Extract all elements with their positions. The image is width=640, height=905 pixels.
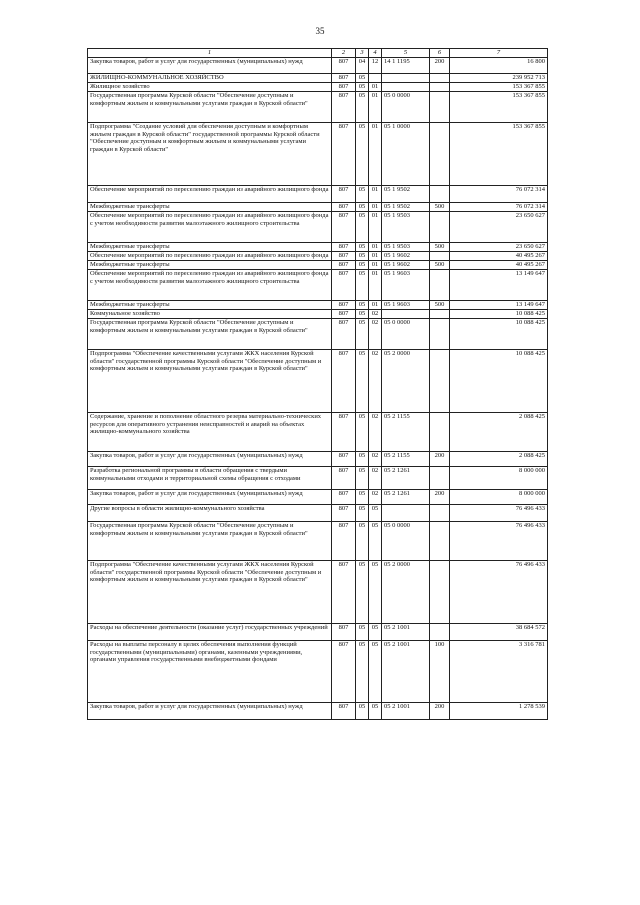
cell-csr (382, 505, 430, 522)
cell-rz: 05 (356, 270, 369, 301)
cell-grbs: 807 (332, 641, 356, 703)
header-vr: 6 (430, 49, 450, 58)
table-row (88, 452, 548, 467)
cell-sum: 239 952 713 (450, 74, 548, 83)
table-row (88, 270, 548, 301)
header-csr: 5 (382, 49, 430, 58)
cell-name: Жилищное хозяйство (88, 83, 332, 92)
cell-sum: 153 367 855 (450, 123, 548, 186)
cell-pr: 05 (369, 624, 382, 641)
header-rz: 3 (356, 49, 369, 58)
table-row (88, 212, 548, 243)
cell-sum: 2 088 425 (450, 413, 548, 452)
cell-name: Межбюджетные трансферты (88, 261, 332, 270)
cell-vr (430, 186, 450, 203)
cell-sum: 23 650 627 (450, 212, 548, 243)
cell-pr: 05 (369, 703, 382, 720)
cell-pr: 02 (369, 319, 382, 350)
cell-name: Закупка товаров, работ и услуг для государственных (муниципальных) нужд (88, 490, 332, 505)
cell-pr (369, 74, 382, 83)
table-row (88, 624, 548, 641)
cell-grbs: 807 (332, 186, 356, 203)
cell-csr: 05 1 9502 (382, 203, 430, 212)
cell-sum: 76 496 433 (450, 522, 548, 561)
cell-sum: 76 496 433 (450, 505, 548, 522)
table-row (88, 83, 548, 92)
cell-rz: 05 (356, 641, 369, 703)
cell-sum: 76 496 433 (450, 561, 548, 624)
cell-csr: 05 0 0000 (382, 319, 430, 350)
table-row (88, 252, 548, 261)
cell-name: Обеспечение мероприятий по переселению граждан из аварийного жилищного фонда (88, 186, 332, 203)
cell-sum: 38 684 572 (450, 624, 548, 641)
cell-sum: 153 367 855 (450, 92, 548, 123)
cell-pr: 01 (369, 123, 382, 186)
cell-rz: 05 (356, 83, 369, 92)
cell-pr: 02 (369, 452, 382, 467)
cell-sum: 16 800 (450, 58, 548, 74)
cell-rz: 05 (356, 252, 369, 261)
cell-rz: 05 (356, 452, 369, 467)
cell-grbs: 807 (332, 58, 356, 74)
cell-vr (430, 92, 450, 123)
header-name: 1 (88, 49, 332, 58)
cell-rz: 05 (356, 203, 369, 212)
page-number: 35 (315, 26, 325, 36)
header-pr: 4 (369, 49, 382, 58)
cell-vr (430, 624, 450, 641)
cell-vr (430, 505, 450, 522)
cell-rz: 05 (356, 261, 369, 270)
cell-rz: 05 (356, 310, 369, 319)
cell-rz: 05 (356, 301, 369, 310)
cell-csr: 05 1 9603 (382, 301, 430, 310)
cell-sum: 1 278 539 (450, 703, 548, 720)
cell-pr: 01 (369, 186, 382, 203)
cell-pr: 02 (369, 490, 382, 505)
cell-grbs: 807 (332, 467, 356, 490)
header-grbs: 2 (332, 49, 356, 58)
cell-name: Государственная программа Курской области "Обеспечение доступным и комфортным жильем и коммунальными услугами граждан в Курской области" (88, 319, 332, 350)
cell-name: Закупка товаров, работ и услуг для государственных (муниципальных) нужд (88, 703, 332, 720)
cell-pr: 02 (369, 467, 382, 490)
cell-sum: 40 495 267 (450, 261, 548, 270)
cell-pr: 02 (369, 413, 382, 452)
cell-rz: 04 (356, 58, 369, 74)
cell-csr: 05 2 1261 (382, 467, 430, 490)
table-row (88, 703, 548, 720)
cell-rz: 05 (356, 561, 369, 624)
cell-name: Межбюджетные трансферты (88, 301, 332, 310)
cell-pr: 01 (369, 243, 382, 252)
table-header-row (88, 49, 548, 58)
cell-sum: 10 088 425 (450, 319, 548, 350)
cell-csr: 05 1 9502 (382, 186, 430, 203)
table-row (88, 301, 548, 310)
table-row (88, 350, 548, 413)
table-row (88, 261, 548, 270)
cell-vr (430, 467, 450, 490)
cell-rz: 05 (356, 243, 369, 252)
cell-grbs: 807 (332, 270, 356, 301)
cell-name: Другие вопросы в области жилищно-коммунального хозяйства (88, 505, 332, 522)
table-row (88, 74, 548, 83)
cell-grbs: 807 (332, 452, 356, 467)
cell-vr: 500 (430, 243, 450, 252)
cell-grbs: 807 (332, 252, 356, 261)
cell-grbs: 807 (332, 212, 356, 243)
header-sum: 7 (450, 49, 548, 58)
cell-vr (430, 252, 450, 261)
cell-vr (430, 270, 450, 301)
cell-csr: 05 1 9503 (382, 212, 430, 243)
cell-rz: 05 (356, 522, 369, 561)
cell-vr (430, 74, 450, 83)
cell-name: Расходы на обеспечение деятельности (оказание услуг) государственных учреждений (88, 624, 332, 641)
cell-csr: 05 2 0000 (382, 350, 430, 413)
cell-name: Обеспечение мероприятий по переселению граждан из аварийного жилищного фонда (88, 252, 332, 261)
cell-grbs: 807 (332, 261, 356, 270)
cell-name: Закупка товаров, работ и услуг для государственных (муниципальных) нужд (88, 58, 332, 74)
cell-name: Государственная программа Курской области "Обеспечение доступным и комфортным жильем и коммунальными услугами граждан в Курской области" (88, 92, 332, 123)
cell-grbs: 807 (332, 319, 356, 350)
cell-rz: 05 (356, 92, 369, 123)
cell-name: Обеспечение мероприятий по переселению граждан из аварийного жилищного фонда с учетом необходимости развития малоэтажного жилищного строительства (88, 270, 332, 301)
cell-vr (430, 522, 450, 561)
cell-sum: 76 072 314 (450, 186, 548, 203)
cell-sum: 153 367 855 (450, 83, 548, 92)
table-row (88, 310, 548, 319)
cell-grbs: 807 (332, 561, 356, 624)
cell-grbs: 807 (332, 522, 356, 561)
cell-grbs: 807 (332, 505, 356, 522)
cell-sum: 8 000 000 (450, 467, 548, 490)
cell-rz: 05 (356, 413, 369, 452)
table-row (88, 505, 548, 522)
cell-csr: 05 2 1001 (382, 641, 430, 703)
cell-sum: 2 088 425 (450, 452, 548, 467)
cell-vr (430, 123, 450, 186)
cell-pr: 02 (369, 310, 382, 319)
cell-pr: 01 (369, 270, 382, 301)
cell-csr: 14 1 1195 (382, 58, 430, 74)
cell-csr: 05 1 9602 (382, 252, 430, 261)
cell-csr (382, 310, 430, 319)
cell-rz: 05 (356, 703, 369, 720)
cell-pr: 12 (369, 58, 382, 74)
cell-name: ЖИЛИЩНО-КОММУНАЛЬНОЕ ХОЗЯЙСТВО (88, 74, 332, 83)
cell-grbs: 807 (332, 74, 356, 83)
cell-pr: 05 (369, 641, 382, 703)
cell-grbs: 807 (332, 490, 356, 505)
cell-grbs: 807 (332, 624, 356, 641)
cell-grbs: 807 (332, 243, 356, 252)
cell-sum: 76 072 314 (450, 203, 548, 212)
cell-name: Коммунальное хозяйство (88, 310, 332, 319)
cell-vr (430, 350, 450, 413)
table-row (88, 243, 548, 252)
table-row (88, 467, 548, 490)
cell-csr: 05 2 1001 (382, 703, 430, 720)
cell-vr: 500 (430, 261, 450, 270)
cell-name: Межбюджетные трансферты (88, 243, 332, 252)
cell-rz: 05 (356, 186, 369, 203)
cell-csr (382, 83, 430, 92)
cell-vr (430, 212, 450, 243)
cell-sum: 13 149 647 (450, 270, 548, 301)
cell-name: Подпрограмма "Обеспечение качественными услугами ЖКХ населения Курской области" государственной программы Курской области "Обеспечение доступным и комфортным жильем и коммунальными услугами граждан в Курской области" (88, 350, 332, 413)
cell-vr: 500 (430, 301, 450, 310)
cell-pr: 01 (369, 301, 382, 310)
cell-csr: 05 1 9503 (382, 243, 430, 252)
cell-grbs: 807 (332, 92, 356, 123)
table-row (88, 203, 548, 212)
cell-grbs: 807 (332, 123, 356, 186)
cell-sum: 8 000 000 (450, 490, 548, 505)
cell-pr: 01 (369, 203, 382, 212)
cell-vr: 200 (430, 452, 450, 467)
cell-vr: 200 (430, 490, 450, 505)
cell-vr (430, 413, 450, 452)
cell-rz: 05 (356, 624, 369, 641)
cell-pr: 05 (369, 561, 382, 624)
cell-grbs: 807 (332, 83, 356, 92)
cell-rz: 05 (356, 74, 369, 83)
cell-grbs: 807 (332, 310, 356, 319)
cell-sum: 40 495 267 (450, 252, 548, 261)
cell-vr (430, 319, 450, 350)
cell-rz: 05 (356, 467, 369, 490)
cell-vr (430, 561, 450, 624)
cell-csr: 05 0 0000 (382, 522, 430, 561)
cell-rz: 05 (356, 505, 369, 522)
table-row (88, 92, 548, 123)
cell-pr: 01 (369, 83, 382, 92)
cell-vr: 200 (430, 703, 450, 720)
cell-pr: 02 (369, 350, 382, 413)
cell-name: Закупка товаров, работ и услуг для государственных (муниципальных) нужд (88, 452, 332, 467)
cell-pr: 05 (369, 505, 382, 522)
cell-vr (430, 310, 450, 319)
cell-pr: 01 (369, 252, 382, 261)
cell-name: Разработка региональной программы в области обращения с твердыми коммунальными отходами и территориальной схемы обращения с отходами (88, 467, 332, 490)
budget-table (87, 48, 548, 720)
cell-rz: 05 (356, 490, 369, 505)
cell-grbs: 807 (332, 350, 356, 413)
cell-csr: 05 2 1261 (382, 490, 430, 505)
cell-name: Государственная программа Курской области "Обеспечение доступным и комфортным жильем и коммунальными услугами граждан в Курской области" (88, 522, 332, 561)
cell-rz: 05 (356, 212, 369, 243)
cell-sum: 3 316 781 (450, 641, 548, 703)
cell-csr: 05 2 1001 (382, 624, 430, 641)
cell-grbs: 807 (332, 203, 356, 212)
table-row (88, 561, 548, 624)
cell-vr: 100 (430, 641, 450, 703)
table-row (88, 123, 548, 186)
table-row (88, 522, 548, 561)
cell-name: Обеспечение мероприятий по переселению граждан из аварийного жилищного фонда с учетом необходимости развития малоэтажного жилищного строительства (88, 212, 332, 243)
cell-pr: 05 (369, 522, 382, 561)
table-row (88, 186, 548, 203)
table-row (88, 319, 548, 350)
table-row (88, 490, 548, 505)
cell-name: Межбюджетные трансферты (88, 203, 332, 212)
cell-grbs: 807 (332, 413, 356, 452)
cell-grbs: 807 (332, 703, 356, 720)
cell-csr (382, 74, 430, 83)
cell-sum: 10 088 425 (450, 350, 548, 413)
cell-vr (430, 83, 450, 92)
cell-sum: 23 650 627 (450, 243, 548, 252)
cell-name: Расходы на выплаты персоналу в целях обеспечения выполнения функций государственными (муниципальными) органами, казенными учреждениями, органами управления государственными внебюджетными фондами (88, 641, 332, 703)
cell-csr: 05 0 0000 (382, 92, 430, 123)
cell-pr: 01 (369, 212, 382, 243)
cell-name: Подпрограмма "Создание условий для обеспечения доступным и комфортным жильем граждан в Курской области" государственной программы Курской области "Обеспечение доступным и комфортным жильем и коммунальными услугами граждан в Курской области" (88, 123, 332, 186)
cell-csr: 05 1 9603 (382, 270, 430, 301)
cell-rz: 05 (356, 123, 369, 186)
table-row (88, 641, 548, 703)
cell-csr: 05 2 0000 (382, 561, 430, 624)
cell-sum: 13 149 647 (450, 301, 548, 310)
cell-vr: 500 (430, 203, 450, 212)
table-row (88, 58, 548, 74)
cell-vr: 200 (430, 58, 450, 74)
cell-name: Содержание, хранение и пополнение областного резерва материально-технических ресурсов для оперативного устранения неисправностей и аварий на объектах жилищно-коммунального хозяйства (88, 413, 332, 452)
table-row (88, 413, 548, 452)
cell-csr: 05 1 9602 (382, 261, 430, 270)
cell-sum: 10 088 425 (450, 310, 548, 319)
cell-csr: 05 2 1155 (382, 452, 430, 467)
cell-rz: 05 (356, 350, 369, 413)
cell-name: Подпрограмма "Обеспечение качественными услугами ЖКХ населения Курской области" государственной программы Курской области "Обеспечение доступным и комфортным жильем и коммунальными услугами граждан в Курской области" (88, 561, 332, 624)
cell-pr: 01 (369, 261, 382, 270)
cell-csr: 05 2 1155 (382, 413, 430, 452)
cell-grbs: 807 (332, 301, 356, 310)
cell-rz: 05 (356, 319, 369, 350)
table-body (88, 58, 548, 720)
cell-csr: 05 1 0000 (382, 123, 430, 186)
cell-pr: 01 (369, 92, 382, 123)
